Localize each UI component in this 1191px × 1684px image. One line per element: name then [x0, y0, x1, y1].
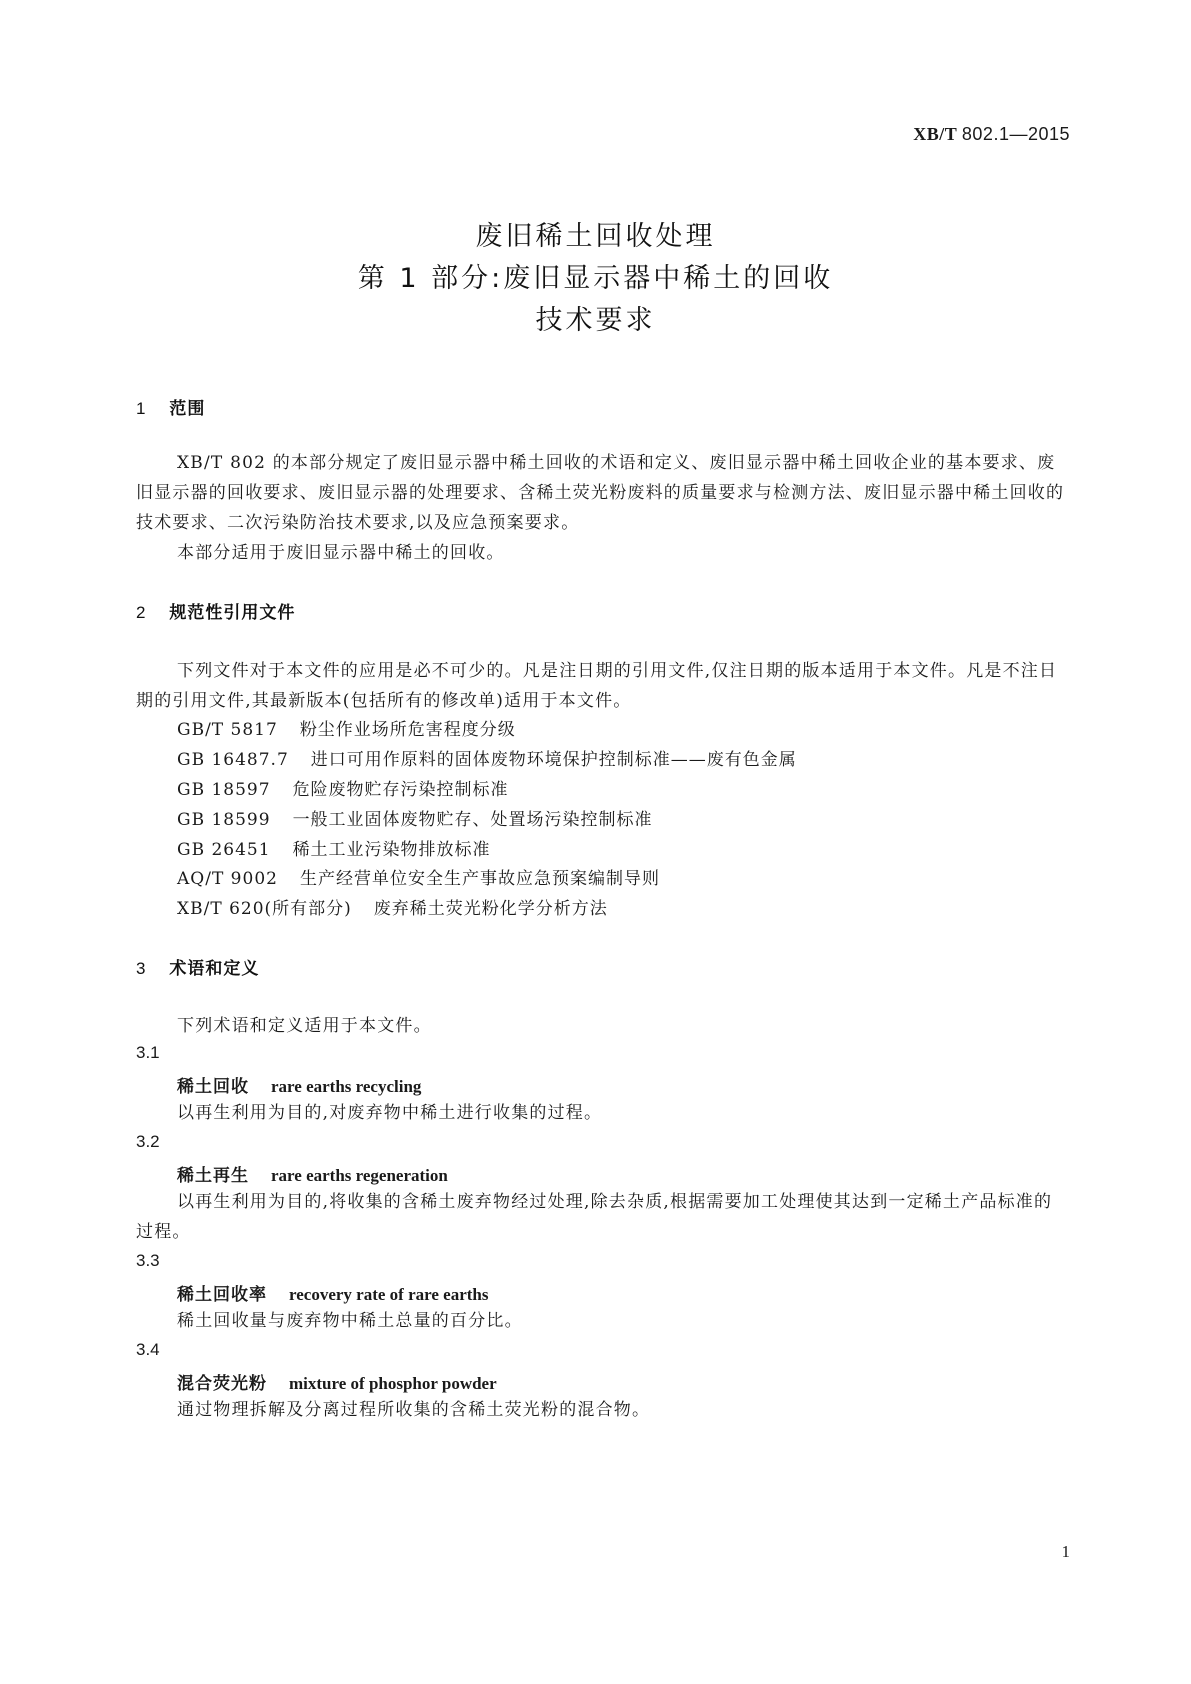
scope-applicability: 本部分适用于废旧显示器中稀土的回收。 [177, 543, 505, 563]
title-line-3: 技术要求 [535, 305, 656, 336]
term-name-zh: 稀土回收率 [177, 1285, 267, 1305]
term-name-en: rare earths recycling [271, 1077, 422, 1096]
term-number: 3.3 [136, 1251, 160, 1270]
term-name-zh: 稀土再生 [177, 1166, 249, 1186]
standard-code [913, 124, 1070, 145]
references-intro: 下列文件对于本文件的应用是必不可少的。凡是注日期的引用文件,仅注日期的版本适用于本文件。凡是不注日期的引用文件,其最新版本(包括所有的修改单)适用于本文件。 [136, 661, 1058, 711]
reference-code: GB 26451 [177, 840, 271, 860]
section-title: 规范性引用文件 [169, 603, 296, 623]
reference-title: 一般工业固体废物贮存、处置场污染控制标准 [292, 810, 653, 830]
section-number: 3 [136, 959, 146, 978]
reference-code: GB 18597 [177, 780, 271, 800]
section-number: 1 [136, 399, 146, 418]
term-name-en: rare earths regeneration [271, 1166, 448, 1185]
reference-code: AQ/T 9002 [177, 869, 278, 889]
term-number: 3.1 [136, 1043, 160, 1062]
term-heading [177, 1072, 421, 1097]
term-name-zh: 稀土回收 [177, 1077, 249, 1097]
terms-intro: 下列术语和定义适用于本文件。 [177, 1016, 432, 1036]
term-heading [177, 1369, 497, 1394]
title-line-1: 废旧稀土回收处理 [475, 221, 716, 252]
reference-item [177, 745, 797, 770]
standard-code-number: 802.1—2015 [961, 124, 1070, 144]
reference-code: GB 16487.7 [177, 750, 289, 770]
term-name-en: recovery rate of rare earths [289, 1285, 489, 1304]
term-heading [177, 1161, 448, 1186]
title-line-2: 第 1 部分:废旧显示器中稀土的回收 [357, 263, 834, 294]
reference-code: GB 18599 [177, 810, 271, 830]
section-heading-scope [136, 394, 205, 419]
reference-title: 废弃稀土荧光粉化学分析方法 [373, 899, 608, 919]
term-heading [177, 1280, 488, 1305]
standard-code-prefix: XB/T [913, 124, 957, 144]
term-number: 3.4 [136, 1340, 160, 1359]
reference-title: 粉尘作业场所危害程度分级 [299, 720, 516, 740]
term-definition: 以再生利用为目的,将收集的含稀土废弃物经过处理,除去杂质,根据需要加工处理使其达到一定稀土产品标准的过程。 [136, 1192, 1053, 1242]
section-number: 2 [136, 603, 146, 622]
reference-title: 生产经营单位安全生产事故应急预案编制导则 [299, 869, 660, 889]
reference-title: 进口可用作原料的固体废物环境保护控制标准——废有色金属 [310, 750, 797, 770]
reference-code: GB/T 5817 [177, 720, 278, 740]
reference-item [177, 835, 491, 860]
term-name-zh: 混合荧光粉 [177, 1374, 267, 1394]
section-title: 术语和定义 [169, 959, 260, 979]
term-definition: 稀土回收量与废弃物中稀土总量的百分比。 [177, 1311, 523, 1331]
reference-item [177, 715, 516, 740]
term-number: 3.2 [136, 1132, 160, 1151]
reference-title: 危险废物贮存污染控制标准 [292, 780, 509, 800]
reference-item [177, 775, 509, 800]
reference-code: XB/T 620(所有部分) [177, 899, 352, 919]
reference-item [177, 894, 608, 919]
term-definition: 以再生利用为目的,对废弃物中稀土进行收集的过程。 [177, 1103, 603, 1123]
section-title: 范围 [169, 399, 206, 419]
term-name-en: mixture of phosphor powder [289, 1374, 497, 1393]
reference-item [177, 805, 653, 830]
section-heading-terms [136, 954, 259, 979]
reference-title: 稀土工业污染物排放标准 [292, 840, 491, 860]
term-definition: 通过物理拆解及分离过程所收集的含稀土荧光粉的混合物。 [177, 1400, 651, 1420]
reference-item [177, 864, 660, 889]
scope-paragraph: XB/T 802 的本部分规定了废旧显示器中稀土回收的术语和定义、废旧显示器中稀土回收企业的基本要求、废旧显示器的回收要求、废旧显示器的处理要求、含稀土荧光粉废料的质量要求与检测方法、废旧显示器中稀土回收的技术要求、二次污染防治技术要求,以及应急预案要求。 [136, 453, 1065, 533]
page-number: 1 [1061, 1542, 1070, 1561]
section-heading-normative-references [136, 598, 295, 623]
